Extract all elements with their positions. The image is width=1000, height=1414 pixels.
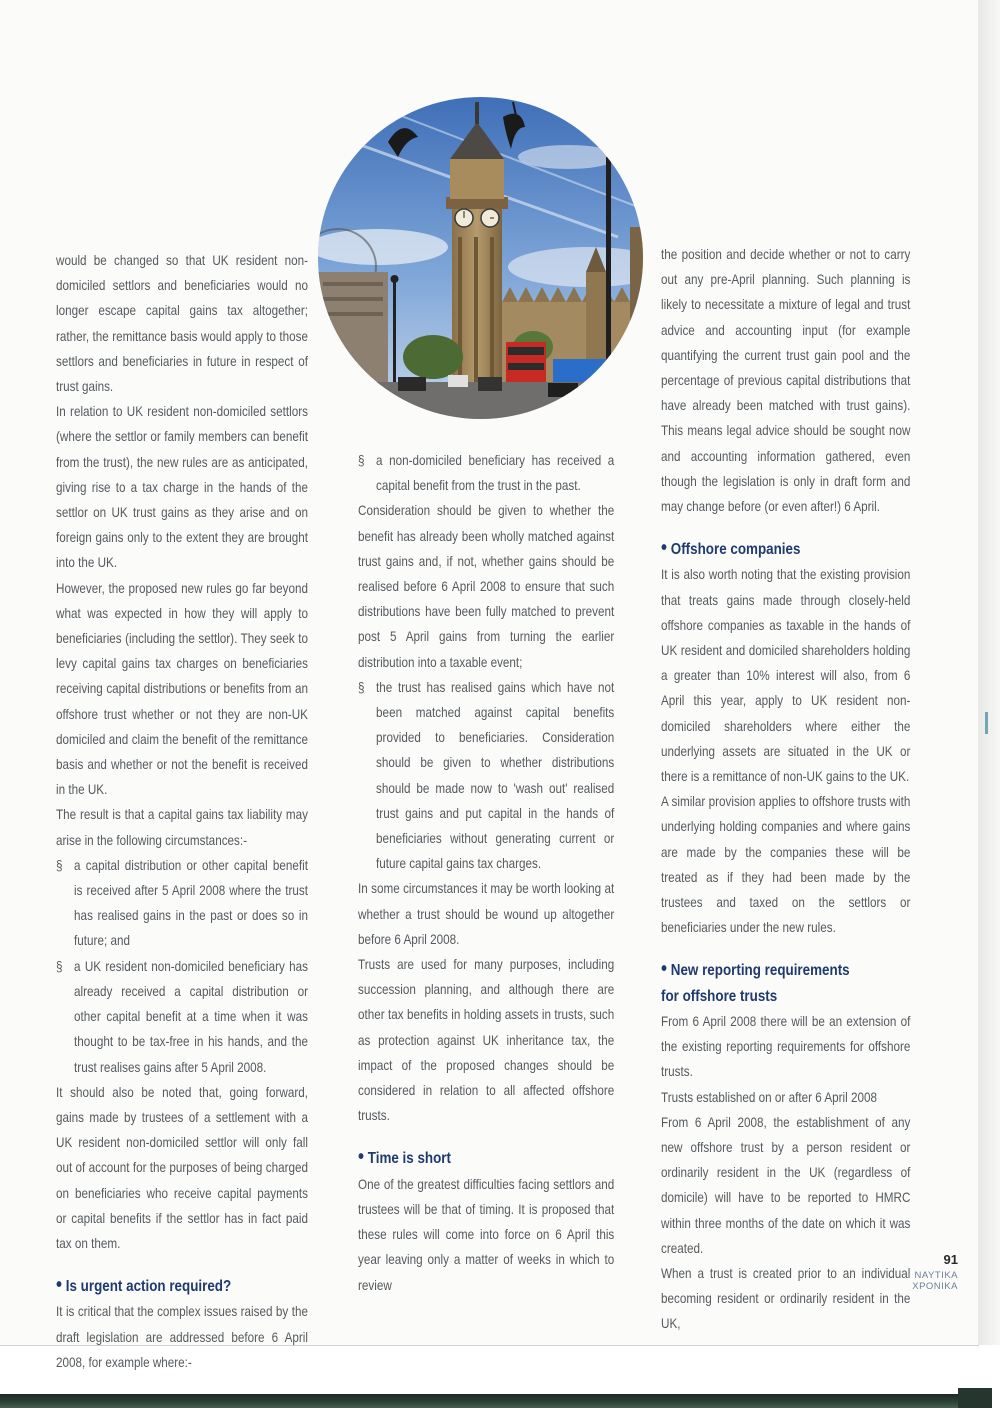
paragraph: The result is that a capital gains tax liability may arise in the following circumstances:- (56, 807, 308, 848)
magazine-name (880, 1270, 958, 1292)
bullet-text: a capital distribution or other capital benefit is received after 5 April 2008 where the trust has realised gains in the past or does so in future; and (74, 857, 308, 949)
scan-bottom-bar (0, 1394, 990, 1408)
paragraph: would be changed so that UK resident non-domiciled settlors and beneficiaries would no longer escape capital gains tax altogether; rather, the remittance basis would apply to those settlors and beneficiaries in future in respect of trust gains. (56, 253, 308, 395)
paragraph: A similar provision applies to offshore trusts with underlying holding companies and where gains are made by the companies these will be treated as if they had been made by the trustees and taxed on the settlors or beneficiaries under the new rules. (661, 794, 911, 936)
bullet-text: a UK resident non-domiciled beneficiary has already received a capital distribution or other capital benefit at a time when it was thought to be tax-free in his hands, and the trust realises gains after 5 April 2008. (74, 958, 308, 1075)
paragraph: Consideration should be given to whether the benefit has already been wholly matched against trust gains and, if not, whether gains should be realised before 6 April 2008 to ensure that such distributions have been fully matched to prevent post 5 April gains from turning the earlier distribution into a taxable event; (358, 503, 615, 670)
section-heading: • Time is short (358, 1146, 452, 1169)
column-3 (661, 242, 910, 1337)
magazine-name-line2: ΧΡΟΝΙΚΑ (912, 1281, 958, 1292)
bullet-text: a non-domiciled beneficiary has received a capital benefit from the trust in the past. (376, 453, 615, 494)
section-bullet-icon: § (358, 679, 365, 695)
big-ben-photo (318, 97, 643, 419)
bullet-dot-icon: • (56, 1274, 63, 1297)
scan-bottom-bar-end (958, 1388, 992, 1408)
section-heading-continued: for offshore trusts (661, 987, 778, 1005)
paragraph: Trusts established on or after 6 April 2008 (661, 1089, 877, 1105)
paragraph: In relation to UK resident non-domiciled settlors (where the settlor or family members can benefit from the trust), the new rules are as anticipated, giving rise to a tax charge in the hands of the settlor on UK trust gains as they arise and on foreign gains only to the extent they are brought into the UK. (56, 404, 308, 571)
bullet-item (358, 675, 614, 877)
paragraph: However, the proposed new rules go far beyond what was expected in how they will apply to beneficiaries (including the settlor). They seek to levy capital gains tax charges on beneficiaries receiving capital distributions or benefits from an offshore trust whether or not they are non-UK domiciled and claim the benefit of the remittance basis and whether or not the benefit is received in the UK. (56, 580, 308, 798)
magazine-name-line1: ΝΑΥΤΙΚΑ (914, 1270, 958, 1281)
column-1 (56, 248, 308, 1375)
paragraph: From 6 April 2008, the establishment of any new offshore trust by a person resident or ordinarily resident in the UK (regardless of domicile) will have to be reported to HMRC within three months of the date on which it was created. (661, 1114, 911, 1256)
paragraph: It is also worth noting that the existing provision that treats gains made through closely-held offshore companies as taxable in the hands of UK resident and domiciled shareholders holding a greater than 10% interest will also, from 6 April this year, apply to UK resident non-domiciled shareholders where either the underlying assets are situated in the UK or there is a remittance of non-UK gains to the UK. (661, 567, 911, 785)
bullet-item (56, 853, 308, 954)
page-number: 91 (943, 1252, 958, 1267)
paragraph: From 6 April 2008 there will be an extension of the existing reporting requirements for offshore trusts. (661, 1013, 911, 1080)
bullet-dot-icon: • (358, 1146, 365, 1169)
paragraph: the position and decide whether or not to carry out any pre-April planning. Such planning is likely to necessitate a mixture of legal and trust advice and accounting input (for example quantifying the current trust gain pool and the percentage of previous capital distributions that have already been matched with trust gains). This means legal advice should be sought now and accounting information gathered, even though the legislation is only in draft form and may change before (or even after!) 6 April. (661, 247, 911, 515)
column-2 (358, 448, 614, 1298)
section-heading: • Offshore companies (661, 537, 801, 560)
bullet-item (358, 448, 614, 498)
bullet-item (56, 954, 308, 1080)
paragraph: One of the greatest difficulties facing settlors and trustees will be that of timing. It is proposed that these rules will come into force on 6 April this year leaving only a matter of weeks in which to review (358, 1176, 615, 1293)
section-heading: • New reporting requirements (661, 958, 850, 981)
section-bullet-icon: § (358, 453, 365, 468)
section-bullet-icon: § (56, 857, 63, 873)
page-edge (978, 0, 1000, 1345)
page-edge-mark (985, 712, 988, 734)
paragraph: When a trust is created prior to an individual becoming resident or ordinarily resident in the UK, (661, 1265, 911, 1332)
paragraph: It is critical that the complex issues raised by the draft legislation are addressed before 6 April 2008, for example where:- (56, 1304, 308, 1370)
bullet-dot-icon: • (661, 958, 668, 981)
paragraph: It should also be noted that, going forward, gains made by trustees of a settlement with a UK resident non-domiciled settlor will only fall out of account for the purposes of being charged on beneficiaries who receive capital payments or capital benefits if the settlor has in fact paid tax on them. (56, 1084, 308, 1251)
section-bullet-icon: § (56, 958, 63, 974)
bullet-dot-icon: • (661, 537, 668, 560)
paragraph: Trusts are used for many purposes, including succession planning, and although there are other tax benefits in holding assets in trusts, such as protection against UK inheritance tax, the impact of the proposed changes should be considered in relation to all affected offshore trusts. (358, 957, 615, 1124)
bullet-text: the trust has realised gains which have not been matched against capital benefits provided to beneficiaries. Consideration should be given to whether distributions should be made now to 'wash out' realised trust gains and put capital in the hands of beneficiaries without generating current or future capital gains tax charges. (376, 679, 615, 872)
section-heading: • Is urgent action required? (56, 1274, 232, 1297)
paragraph: In some circumstances it may be worth looking at whether a trust should be wound up altogether before 6 April 2008. (358, 881, 615, 947)
